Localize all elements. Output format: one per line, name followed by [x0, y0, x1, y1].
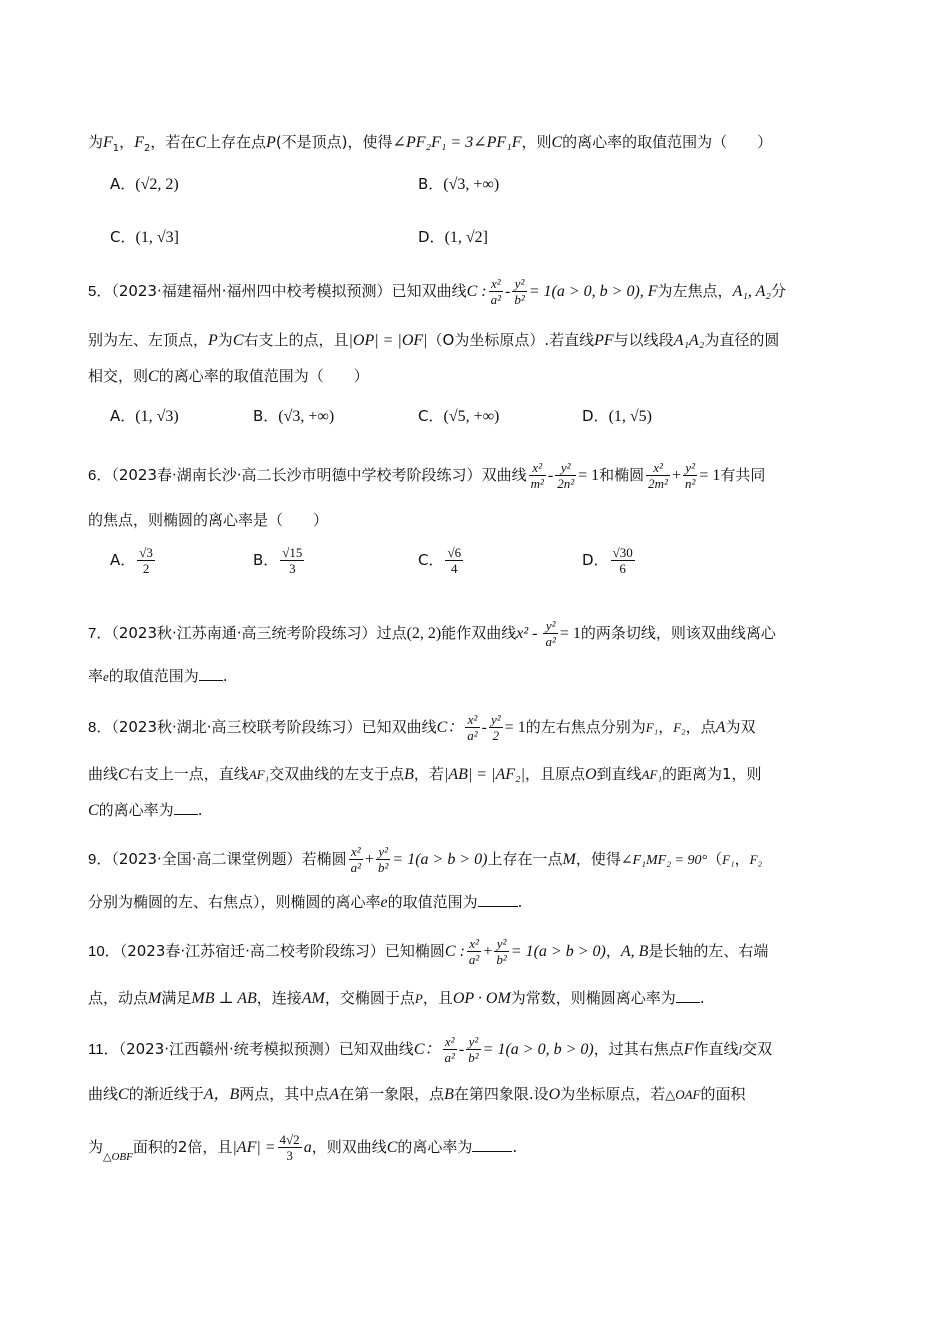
q4-text: ，若在: [150, 133, 196, 151]
q11-text: 已知双曲线: [338, 1040, 414, 1058]
q9-text: （: [707, 850, 723, 868]
curve-c: C: [88, 802, 99, 819]
option-fraction: $\frac{√30}{6}$: [612, 545, 633, 576]
option-expr: (√3, +∞): [443, 176, 500, 193]
q5-text: 为直径的圆: [704, 331, 780, 349]
q5-option-d[interactable]: [582, 404, 652, 429]
question-source: （2023秋·江苏南通·高三统考阶段练习）: [111, 624, 377, 642]
q6-option-b[interactable]: [253, 545, 306, 576]
q10-text: ，交椭圆于点: [324, 989, 415, 1007]
q5-line-2: [88, 328, 779, 353]
q8-text: 右支上一点，直线: [128, 765, 249, 783]
q8-text: .: [197, 801, 203, 819]
q5-text: 已知双曲线: [391, 282, 467, 300]
q11-text: 在第四象限.设: [453, 1085, 549, 1103]
point-p: P: [266, 134, 276, 151]
perpendicular: MB ⊥ AB: [191, 990, 257, 1007]
q11-text: 作直线: [693, 1040, 739, 1058]
q5-option-a[interactable]: [110, 404, 179, 429]
q9-text: .: [517, 893, 523, 911]
fraction: $\frac{\text{y²}}{\text{b²}}$: [468, 1034, 479, 1065]
curve-c: C :: [444, 943, 465, 960]
q10-text: 为常数，则椭圆离心率为: [510, 989, 676, 1007]
q9-text: ，使得: [575, 850, 621, 868]
q10-text: ，且: [422, 989, 453, 1007]
answer-blank[interactable]: [199, 664, 223, 681]
q5-text: （O为坐标原点）.若直线: [427, 331, 595, 349]
q4-stem-line: [88, 130, 772, 161]
fraction: $\frac{4√2}{3}$: [279, 1132, 300, 1163]
option-label: A．: [110, 407, 136, 425]
q6-text: 有共同: [720, 466, 766, 484]
question-number: 6．: [88, 467, 112, 484]
fraction: $\frac{\text{x²}}{\text{a²}}$: [350, 844, 361, 875]
q11-text: ，则双曲线: [311, 1138, 387, 1156]
question-source: （2023春·江苏宿迁·高二校考阶段练习）: [119, 942, 385, 960]
q4-text: ，则: [521, 133, 552, 151]
q5-text: 右支上的点，且: [243, 331, 349, 349]
point: (2, 2): [406, 625, 442, 642]
condition: = 1(a > 0, b > 0), F: [528, 283, 658, 300]
q7-text: 过点: [376, 624, 407, 642]
q9-line-1: 9．（2023·全国·高二课堂例题）若椭圆 $\frac{\text{x²}}{\text{a²}}$ + $\frac{\text{y²}}{\text{b²}}$ = 1(a > b > 0)上存在一点M，使得∠F₁MF₂ = 90°（F₁，F₂: [88, 844, 763, 875]
point-a: A: [715, 719, 726, 736]
q4-option-a[interactable]: [110, 172, 179, 197]
triangle-oaf: △OAF: [665, 1087, 701, 1102]
option-label: A．: [110, 551, 136, 569]
option-label: D．: [418, 228, 445, 246]
eccentricity: e: [103, 669, 109, 684]
q11-text: 为坐标原点，若: [560, 1085, 666, 1103]
point-p: P: [414, 991, 423, 1006]
q11-text: .: [512, 1138, 518, 1156]
q6-line-1: 6．（2023春·湖南长沙·高二长沙市明德中学校考阶段练习）双曲线 $\frac{\text{x²}}{\text{m²}}$ - $\frac{\text{y²}}{\text{2n²}}$ = 1和椭圆 $\frac{\text{x²}}{\text{2m²}}$ + $\frac{\text{y²}}{\text{n²}}$ = 1有共同: [88, 460, 766, 491]
dot-product: OP · OM: [452, 990, 511, 1007]
option-label: B．: [418, 175, 444, 193]
option-label: B．: [253, 551, 279, 569]
q4-option-b[interactable]: [418, 172, 499, 197]
question-source: （2023秋·湖北·高三校联考阶段练习）: [111, 718, 362, 736]
q4-text: 为: [88, 133, 104, 151]
q5-line-1: 5．（2023·福建福州·福州四中校考模拟预测）已知双曲线C : $\frac{\text{x²}}{\text{a²}}$ - $\frac{\text{y²}}{\text{b²}}$ = 1(a > 0, b > 0), F为左焦点，A₁, A₂分: [88, 276, 786, 307]
f1-symbol: F: [103, 134, 113, 151]
q9-text: 的取值范围为: [387, 893, 478, 911]
fraction: $\frac{\text{y²}}{\text{b²}}$: [378, 844, 389, 875]
fraction-y2-b2: $\frac{\text{y²}}{\text{b²}}$: [514, 276, 525, 307]
condition: = 1(a > b > 0): [392, 851, 488, 868]
f2-symbol: F: [134, 134, 144, 151]
point-b: B: [404, 766, 414, 783]
curve-c: C: [232, 332, 244, 349]
q9-text: 上存在一点: [487, 850, 563, 868]
q7-text: 的两条切线，则该双曲线离心: [580, 624, 776, 642]
q5-line-3: [88, 364, 369, 389]
option-label: B．: [253, 407, 279, 425]
q9-line-2: [88, 890, 522, 915]
q10-line-1: 10．（2023春·江苏宿迁·高二校考阶段练习）已知椭圆C : $\frac{\text{x²}}{\text{a²}}$ + $\frac{\text{y²}}{\text{b²}}$ = 1(a > b > 0)，A, B是长轴的左、右端: [88, 936, 769, 967]
q5-text: 与以线段: [613, 331, 674, 349]
answer-blank[interactable]: [478, 890, 518, 907]
q6-line-2: [88, 508, 328, 532]
option-fraction: $\frac{√15}{3}$: [282, 545, 303, 576]
fraction: $\frac{\text{y²}}{\text{a²}}$: [545, 618, 556, 649]
curve-c: C: [386, 1139, 398, 1156]
q5-text: 为左焦点，: [657, 282, 733, 300]
q8-line-1: 8．（2023秋·湖北·高三校联考阶段练习）已知双曲线C： $\frac{\text{x²}}{\text{a²}}$ - $\frac{\text{y²}}{2}$ = 1的左右焦点分别为F₁，F₂，点A为双: [88, 712, 756, 743]
line-l: l: [738, 1042, 743, 1057]
q6-option-c[interactable]: [418, 545, 465, 576]
f1-sub: 1: [112, 143, 120, 154]
question-source: （2023春·湖南长沙·高二长沙市明德中学校考阶段练习）: [111, 466, 482, 484]
question-source: （2023·江西赣州·统考模拟预测）: [118, 1040, 339, 1058]
option-expr: (√2, 2): [135, 176, 179, 193]
q7-text: .: [222, 667, 228, 685]
q10-text: ，连接: [256, 989, 302, 1007]
origin-o: O: [548, 1086, 561, 1103]
points-ab: A，B: [203, 1086, 240, 1103]
option-label: C．: [418, 551, 444, 569]
q11-text: ，过其右焦点: [593, 1040, 684, 1058]
fraction: $\frac{\text{y²}}{\text{n²}}$: [684, 460, 696, 491]
question-source: （2023·福建福州·福州四中校考模拟预测）: [111, 282, 392, 300]
eccentricity: e: [380, 894, 388, 911]
point-m: M: [148, 990, 162, 1007]
q11-text: 在第一象限，点: [339, 1085, 445, 1103]
fraction: $\frac{\text{x²}}{\text{2m²}}$: [648, 460, 668, 491]
f2-sub: 2: [143, 143, 151, 154]
q7-line-2: [88, 664, 228, 689]
q8-text: ，若: [413, 765, 444, 783]
equation: |OP| = |OF|: [348, 332, 428, 349]
point-m: M: [562, 851, 576, 868]
q6-text: 双曲线: [481, 466, 527, 484]
angle-expression: ∠PF₂F₁ = 3∠PF₁F: [392, 134, 522, 151]
q7-text: 能作双曲线: [441, 624, 517, 642]
q7-line-1: 7．（2023秋·江苏南通·高三统考阶段练习）过点(2, 2)能作双曲线x² - $\frac{\text{y²}}{\text{a²}}$ = 1的两条切线，则该双曲线离心: [88, 618, 776, 649]
equation: |AB| = |AF₂|: [443, 766, 525, 783]
q6-option-a[interactable]: [110, 545, 157, 576]
q8-text: 到直线: [596, 765, 642, 783]
segment: A₁A₂: [673, 332, 705, 349]
option-expr: (1, √2]: [444, 229, 488, 246]
q5-text: 相交，则: [88, 367, 149, 385]
question-number: 10．: [88, 943, 120, 960]
q4-option-d[interactable]: [418, 225, 488, 250]
q11-line-1: 11．（2023·江西赣州·统考模拟预测）已知双曲线C： $\frac{\text{x²}}{\text{a²}}$ - $\frac{\text{y²}}{\text{b²}}$ = 1(a > 0, b > 0)，过其右焦点F作直线l交双: [88, 1034, 773, 1065]
point-p: P: [208, 332, 218, 349]
q8-text: ，点: [685, 718, 716, 736]
q7-text: 率: [88, 667, 104, 685]
option-fraction: $\frac{√6}{4}$: [447, 545, 462, 576]
line-pf: PF: [594, 332, 614, 349]
q5-option-b[interactable]: [253, 404, 334, 429]
q4-text: 上存在点: [206, 133, 267, 151]
option-expr: (√3, +∞): [278, 408, 335, 425]
point-a: A: [329, 1086, 340, 1103]
fraction-x2-a2: $\frac{\text{x²}}{\text{a²}}$: [490, 276, 501, 307]
q11-text: 的离心率为: [397, 1138, 473, 1156]
q6-option-d[interactable]: [582, 545, 637, 576]
fraction: $\frac{\text{y²}}{\text{2n²}}$: [557, 460, 575, 491]
fraction: $\frac{\text{x²}}{\text{a²}}$: [444, 1034, 455, 1065]
q8-text: 已知双曲线: [361, 718, 437, 736]
q8-text: 为双: [725, 718, 756, 736]
q5-text: 的离心率的取值范围为（ ）: [158, 367, 369, 385]
q5-text: 分: [770, 282, 786, 300]
line-af1: AF₁: [248, 767, 270, 782]
option-label: A．: [110, 175, 136, 193]
q4-sep: ，: [119, 133, 135, 151]
curve-c: C：: [413, 1041, 441, 1058]
q9-text: 分别为椭圆的左、右焦点），则椭圆的离心率: [88, 893, 381, 911]
q11-text: 交双: [742, 1040, 773, 1058]
q8-text: 的离心率为: [98, 801, 174, 819]
fraction: $\frac{\text{x²}}{\text{a²}}$: [467, 712, 478, 743]
answer-blank[interactable]: [472, 1135, 512, 1152]
q8-text: 的左右焦点分别为: [525, 718, 646, 736]
q11-text: 的渐近线于: [128, 1085, 204, 1103]
q10-text: ，: [605, 942, 621, 960]
q8-line-3: [88, 798, 202, 823]
q11-text: 为: [88, 1138, 104, 1156]
triangle-obf: △OBF: [103, 1151, 133, 1163]
point-b: B: [444, 1086, 454, 1103]
curve-c: C: [195, 134, 207, 151]
q7-text: 的取值范围为: [108, 667, 199, 685]
q8-text: 交双曲线的左支于点: [269, 765, 405, 783]
q11-line-2: [88, 1082, 746, 1107]
vertices: A₁, A₂: [732, 283, 771, 300]
option-expr: (1, √5): [608, 408, 652, 425]
q5-text: 别为左、左顶点，: [88, 331, 209, 349]
curve-c: C: [148, 368, 159, 385]
q11-text: 两点，其中点: [239, 1085, 330, 1103]
option-label: C．: [418, 407, 444, 425]
condition: = 1(a > b > 0): [510, 943, 606, 960]
q11-line-3: [88, 1132, 517, 1169]
q8-line-2: [88, 762, 762, 787]
q10-line-2: [88, 986, 705, 1011]
curve-c: C: [118, 766, 129, 783]
q10-text: 是长轴的左、右端: [648, 942, 769, 960]
question-number: 7．: [88, 625, 112, 642]
q8-text: 的距离为1，则: [661, 765, 762, 783]
q4-text: (不是顶点)，使得: [275, 133, 393, 151]
question-number: 11．: [88, 1041, 119, 1058]
q5-text: 为: [217, 331, 233, 349]
q4-option-c[interactable]: [110, 225, 179, 250]
question-number: 5．: [88, 283, 112, 300]
question-number: 9．: [88, 851, 112, 868]
angle-expression: ∠F₁MF₂ = 90°: [620, 853, 708, 868]
question-source: （2023·全国·高二课堂例题）: [111, 850, 302, 868]
curve-c: C: [551, 134, 563, 151]
points-ab: A, B: [620, 943, 649, 960]
option-expr: (1, √3): [135, 408, 179, 425]
q11-text: 曲线: [88, 1085, 119, 1103]
q8-text: ，且原点: [524, 765, 585, 783]
q10-text: 点，动点: [88, 989, 149, 1007]
q6-text: 和椭圆: [599, 466, 645, 484]
segment-am: AM: [301, 990, 325, 1007]
option-label: C．: [110, 228, 136, 246]
abs-af: |AF| =: [232, 1139, 276, 1156]
curve-c: C :: [466, 283, 487, 300]
q8-text: 曲线: [88, 765, 119, 783]
q9-text: 若椭圆: [301, 850, 347, 868]
question-number: 8．: [88, 719, 112, 736]
option-label: D．: [582, 551, 609, 569]
origin-o: O: [584, 766, 597, 783]
option-expr: (√5, +∞): [443, 408, 500, 425]
q10-text: 满足: [161, 989, 192, 1007]
curve-c: C: [118, 1086, 129, 1103]
curve-c: C：: [436, 719, 464, 736]
line-af1: AF₁: [641, 767, 662, 782]
focus-f: F: [683, 1041, 694, 1058]
option-label: D．: [582, 407, 609, 425]
fraction: $\frac{\text{y²}}{\text{b²}}$: [496, 936, 507, 967]
var-a: a: [303, 1139, 312, 1156]
option-fraction: $\frac{√3}{2}$: [139, 545, 153, 576]
q11-text: 面积的2倍，且: [132, 1138, 233, 1156]
q11-text: 的面积: [700, 1085, 746, 1103]
fraction: $\frac{\text{x²}}{\text{a²}}$: [468, 936, 480, 967]
q6-text: 的焦点，则椭圆的离心率是（ ）: [88, 511, 329, 529]
q4-text: 的离心率的取值范围为（ ）: [562, 133, 773, 151]
q5-option-c[interactable]: [418, 404, 499, 429]
answer-blank[interactable]: [676, 986, 700, 1003]
q10-text: 已知椭圆: [384, 942, 445, 960]
condition: = 1(a > 0, b > 0): [482, 1041, 594, 1058]
fraction: $\frac{\text{x²}}{\text{m²}}$: [530, 460, 544, 491]
fraction: $\frac{\text{y²}}{2}$: [491, 712, 501, 743]
answer-blank[interactable]: [174, 798, 198, 815]
q10-text: .: [699, 989, 705, 1007]
option-expr: (1, √3]: [135, 229, 179, 246]
